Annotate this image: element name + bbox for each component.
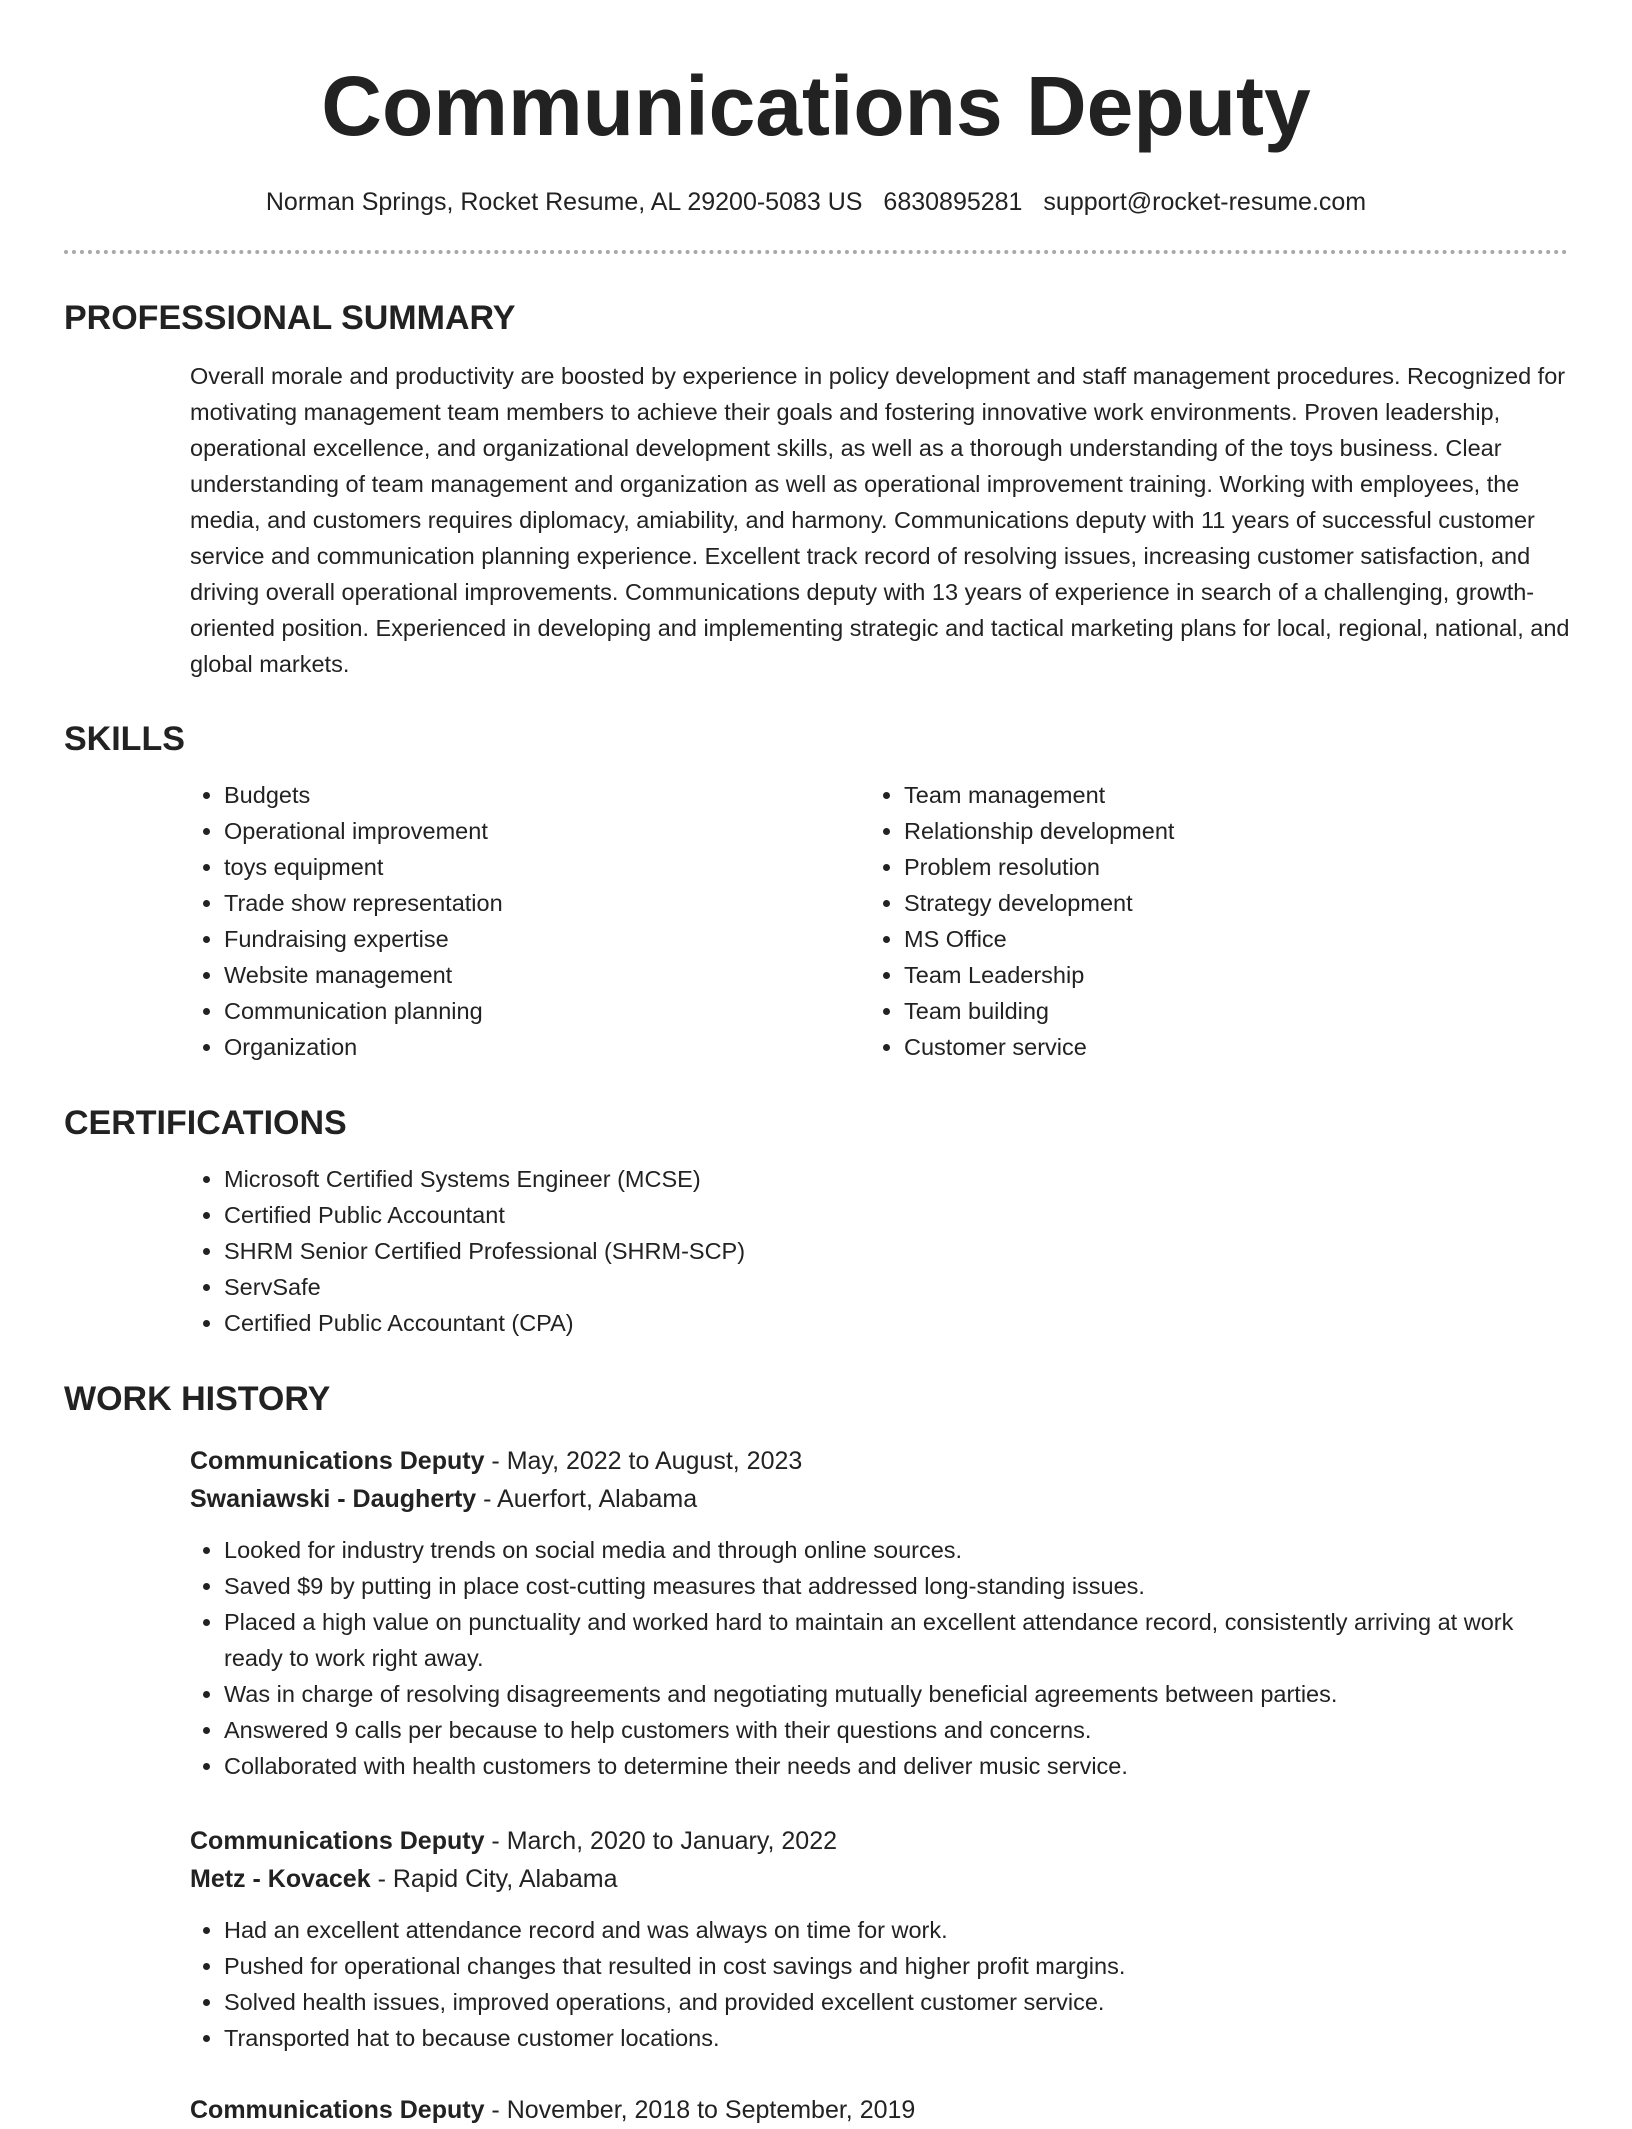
summary-section — [64, 298, 1568, 682]
certification-item: • Certified Public Accountant (CPA) — [224, 1305, 1568, 1341]
job-dates: - May, 2022 to August, 2023 — [484, 1447, 803, 1475]
job-title-line — [190, 1822, 1590, 1860]
certification-item: • Microsoft Certified Systems Engineer (MCSE) — [224, 1161, 1568, 1197]
certifications-section — [64, 1103, 1568, 1341]
skills-title: SKILLS — [64, 720, 185, 758]
work-history-section — [64, 1379, 1568, 1419]
job-entry — [190, 1442, 1590, 1784]
skill-item: • Customer service — [904, 1029, 1550, 1065]
skill-item: • Team building — [904, 993, 1550, 1029]
job-bullet: • Looked for industry trends on social media and through online sources. — [224, 1532, 1570, 1568]
job-bullet: • Collaborated with health customers to determine their needs and deliver music service. — [224, 1748, 1570, 1784]
job-company: Swaniawski - Daugherty — [190, 1485, 477, 1513]
job-bullets — [190, 1532, 1570, 1784]
job-bullet: • Solved health issues, improved operations, and provided excellent customer service. — [224, 1984, 1570, 2020]
skills-column-left — [190, 777, 870, 1065]
resume-header — [0, 0, 1632, 217]
job-title: Communications Deputy — [190, 1827, 485, 1855]
skill-item: • Budgets — [224, 777, 870, 813]
skill-item: • Operational improvement — [224, 813, 870, 849]
skill-item: • MS Office — [904, 921, 1550, 957]
job-entry — [190, 1822, 1590, 2056]
job-title: Communications Deputy — [190, 2096, 485, 2124]
work-history-title: WORK HISTORY — [64, 1380, 331, 1418]
candidate-name: Communications Deputy — [321, 59, 1311, 153]
job-bullet: • Was in charge of resolving disagreements and negotiating mutually beneficial agreements between parties. — [224, 1676, 1570, 1712]
contact-phone: 6830895281 — [883, 188, 1023, 216]
job-bullet: • Pushed for operational changes that resulted in cost savings and higher profit margins. — [224, 1948, 1570, 1984]
skill-item: • Team management — [904, 777, 1550, 813]
skill-item: • Relationship development — [904, 813, 1550, 849]
certification-item: • Certified Public Accountant — [224, 1197, 1568, 1233]
skills-list-right — [870, 777, 1550, 1065]
job-company-line — [190, 1860, 1590, 1898]
job-bullets-wrap — [190, 1912, 1570, 2056]
job-dates: - March, 2020 to January, 2022 — [484, 1827, 837, 1855]
job-dates: - November, 2018 to September, 2019 — [484, 2096, 916, 2124]
skill-item: • Website management — [224, 957, 870, 993]
job-title-line — [190, 1442, 1590, 1480]
job-bullets-wrap — [190, 1532, 1570, 1784]
job-bullets — [190, 1912, 1570, 2056]
contact-email: support@rocket-resume.com — [1043, 188, 1367, 216]
skill-item: • Strategy development — [904, 885, 1550, 921]
skill-item: • Fundraising expertise — [224, 921, 870, 957]
job-location: - Auerfort, Alabama — [476, 1485, 698, 1513]
certifications-title: CERTIFICATIONS — [64, 1104, 347, 1142]
skills-grid — [190, 777, 1568, 1065]
job-company: Metz - Kovacek — [190, 1865, 371, 1893]
job-entry — [190, 2091, 1590, 2129]
job-bullet: • Had an excellent attendance record and was always on time for work. — [224, 1912, 1570, 1948]
job-bullet: • Transported hat to because customer locations. — [224, 2020, 1570, 2056]
job-location: - Rapid City, Alabama — [370, 1865, 618, 1893]
skill-item: • Problem resolution — [904, 849, 1550, 885]
skill-item: • Organization — [224, 1029, 870, 1065]
certifications-list-wrap — [190, 1161, 1568, 1341]
summary-title: PROFESSIONAL SUMMARY — [64, 299, 516, 337]
job-title: Communications Deputy — [190, 1447, 485, 1475]
certification-item: • ServSafe — [224, 1269, 1568, 1305]
certification-item: • SHRM Senior Certified Professional (SHRM-SCP) — [224, 1233, 1568, 1269]
skills-list-left — [190, 777, 870, 1065]
certifications-list — [190, 1161, 1568, 1341]
skills-column-right — [870, 777, 1550, 1065]
skill-item: • Trade show representation — [224, 885, 870, 921]
skills-section — [64, 719, 1568, 1065]
contact-line — [0, 188, 1632, 217]
job-bullet: • Saved $9 by putting in place cost-cutting measures that addressed long-standing issues. — [224, 1568, 1570, 1604]
job-bullet: • Answered 9 calls per because to help customers with their questions and concerns. — [224, 1712, 1570, 1748]
skill-item: • toys equipment — [224, 849, 870, 885]
job-bullet: • Placed a high value on punctuality and worked hard to maintain an excellent attendance record, consistently arriving at work ready to work right away. — [224, 1604, 1570, 1676]
contact-address: Norman Springs, Rocket Resume, AL 29200-5083 US — [265, 188, 863, 216]
skill-item: • Team Leadership — [904, 957, 1550, 993]
header-divider — [64, 250, 1568, 254]
summary-text: Overall morale and productivity are boosted by experience in policy development and staff management procedures. Recognized for motivating management team members to achieve their goals and fostering innovative work environments. Proven leadership, operational excellence, and organizational development skills, as well as a thorough understanding of the toys business. Clear understanding of team management and organization as well as operational improvement training. Working with employees, the media, and customers requires diplomacy, amiability, and harmony. Communications deputy with 11 years of successful customer service and communication planning experience. Excellent track record of resolving issues, increasing customer satisfaction, and driving overall operational improvements. Communications deputy with 13 years of experience in search of a challenging, growth-oriented position. Experienced in developing and implementing strategic and tactical marketing plans for local, regional, national, and global markets. — [190, 363, 1570, 677]
job-title-line — [190, 2091, 1590, 2129]
skill-item: • Communication planning — [224, 993, 870, 1029]
job-company-line — [190, 1480, 1590, 1518]
